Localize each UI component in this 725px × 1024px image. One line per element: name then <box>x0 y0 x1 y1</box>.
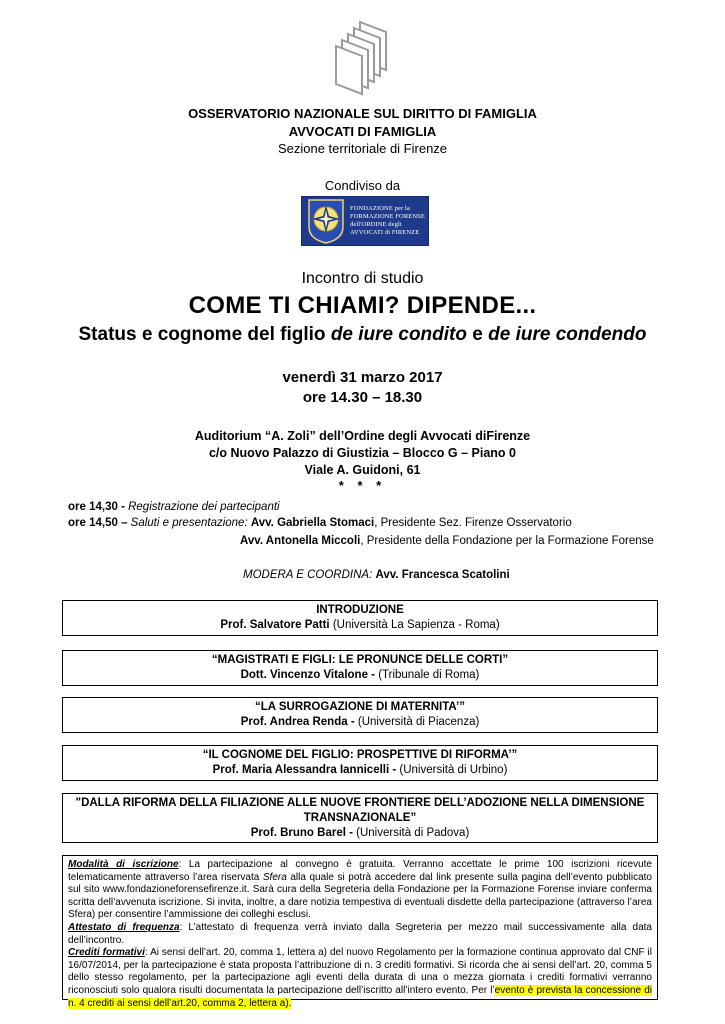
organization-name: OSSERVATORIO NAZIONALE SUL DIRITTO DI FAMIGLIA <box>188 106 537 121</box>
talk-title-line-1: "DALLA RIFORMA DELLA FILIAZIONE ALLE NUOVE FRONTIERE DELL’ADOZIONE NELLA DIMENSIONE <box>75 797 645 809</box>
shared-by-label: Condiviso da <box>324 178 401 193</box>
attendance-certificate-paragraph: Attestato di frequenza: L’attestato di frequenza verrà inviato dalla Segreteria per mezzo mail successivamente alla data dell’incontro. <box>68 921 652 946</box>
talk-title: “MAGISTRATI E FIGLI: LE PRONUNCE DELLE CORTI” <box>211 654 509 666</box>
talk-speaker: Prof. Salvatore Patti (Università La Sapienza - Roma) <box>220 619 500 631</box>
talk-title-line-2: TRANSNAZIONALE” <box>303 812 417 824</box>
talk-box <box>62 745 658 781</box>
talk-box <box>62 600 658 636</box>
event-date: venerdì 31 marzo 2017 <box>282 369 443 386</box>
talk-title: INTRODUZIONE <box>316 604 404 616</box>
talk-box <box>62 697 658 733</box>
event-title: COME TI CHIAMI? DIPENDE... <box>188 292 537 319</box>
venue-line-2: c/o Nuovo Palazzo di Giustizia – Blocco G – Piano 0 <box>208 446 516 460</box>
registration-mode-paragraph: Modalità di iscrizione: La partecipazione al convegno è gratuita. Verranno accettate le prime 100 iscrizioni ricevute telematicamente attraverso l’area riservata Sfera alla quale si potrà accedere dal link presente sulla pagina dell’evento pubblicato sul sito www.fondazioneforensefirenze.it. Sarà cura della Segreteria della Fondazione per la Formazione Forense inviare conferma scritta dell’avvenuta iscrizione. Si invita, inoltre, a dare notizia tempestiva di eventuali disdette della partecipazione (attraverso l’area Sfera) per consentire l’ammissione dei colleghi esclusi. <box>68 859 652 921</box>
moderator-line: MODERA E COORDINA: Avv. Francesca Scatolini <box>243 569 510 581</box>
training-credits-paragraph: Crediti formativi: Ai sensi dell’art. 20, comma 1, lettera a) del nuovo Regolamento per la formazione continua approvato dal CNF il 16/07/2014, per la partecipazione è stata proposta l’attribuzione di n. 3 crediti formativi. Si ricorda che ai sensi dell’art. 20, comma 5 dello stesso regolamento, per la partecipazione agli eventi della durata di una o mezza giornata i crediti formativi verranno riconosciuti solo qualora risulti documentata la partecipazione dell’iscritto all’intero evento. Per l’evento è prevista la concessione di n. 4 crediti ai sensi dell’art.20, comma 2, lettera a). <box>68 947 652 1009</box>
stacked-pages-logo <box>330 18 390 96</box>
talk-title: “LA SURROGAZIONE DI MATERNITA’” <box>255 701 465 713</box>
organization-section: Sezione territoriale di Firenze <box>277 141 448 156</box>
event-type: Incontro di studio <box>301 270 424 287</box>
talk-speaker: Prof. Maria Alessandra Iannicelli - (Università di Urbino) <box>212 764 508 776</box>
event-subtitle: Status e cognome del figlio de iure condito e de iure condendo <box>78 324 647 345</box>
venue-line-3: Viale A. Guidoni, 61 <box>304 463 421 477</box>
registration-info-box <box>62 855 658 1009</box>
program-item-registration: ore 14,30 - Registrazione dei partecipanti <box>68 501 280 513</box>
compass-rose-emblem-icon <box>305 197 347 245</box>
event-time: ore 14.30 – 18.30 <box>302 389 423 406</box>
section-separator: * * * <box>338 478 387 493</box>
fondazione-logo-text: FONDAZIONE per la FORMAZIONE FORENSE dell'ORDINE degli AVVOCATI di FIRENZE <box>350 205 425 236</box>
program-item-greetings-2: Avv. Antonella Miccoli, Presidente della Fondazione per la Formazione Forense <box>240 535 654 547</box>
talk-box <box>62 650 658 686</box>
talk-title: “IL COGNOME DEL FIGLIO: PROSPETTIVE DI RIFORMA’” <box>202 749 518 761</box>
fondazione-logo <box>301 196 429 246</box>
talk-speaker: Prof. Bruno Barel - (Università di Padova) <box>250 827 470 839</box>
venue-line-1: Auditorium “A. Zoli” dell’Ordine degli Avvocati diFirenze <box>194 429 531 443</box>
credits-highlight: evento è prevista la concessione di n. 4 crediti ai sensi dell’art.20, comma 2, lettera a). <box>68 984 652 1009</box>
talk-speaker: Prof. Andrea Renda - (Università di Piacenza) <box>240 716 480 728</box>
organization-subtitle: AVVOCATI DI FAMIGLIA <box>288 124 437 139</box>
talk-speaker: Dott. Vincenzo Vitalone - (Tribunale di Roma) <box>240 669 480 681</box>
talk-box <box>62 793 658 843</box>
program-item-greetings: ore 14,50 – Saluti e presentazione: Avv. Gabriella Stomaci, Presidente Sez. Firenze Osservatorio <box>68 517 572 529</box>
